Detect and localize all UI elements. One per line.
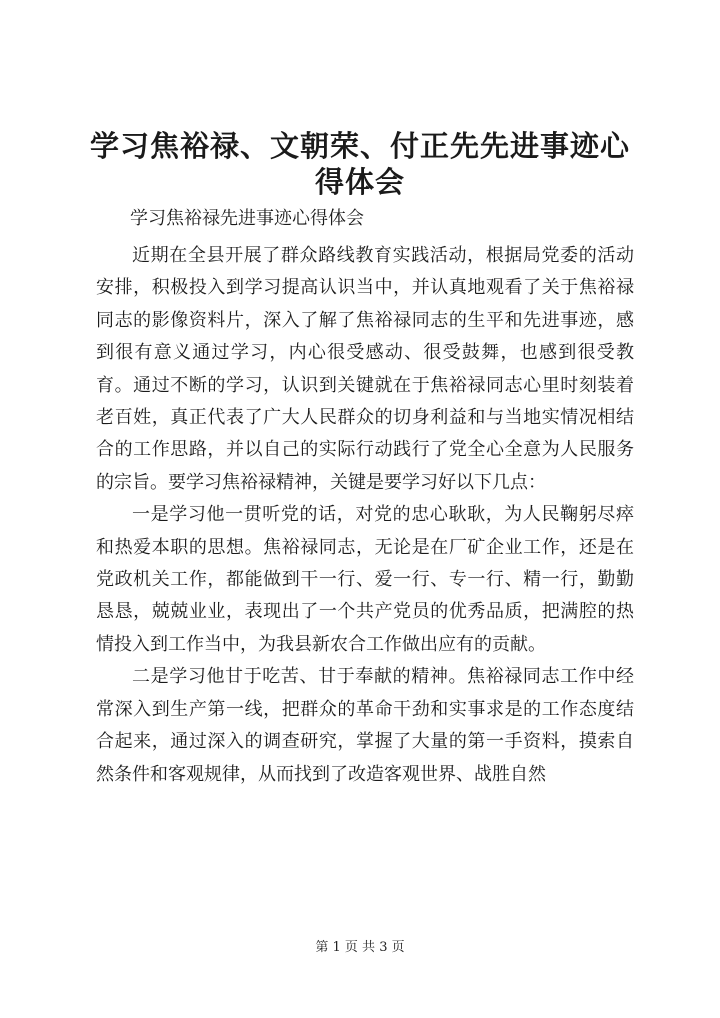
paragraph: 二是学习他甘于吃苦、甘于奉献的精神。焦裕禄同志工作中经常深入到生产第一线，把群众的革命干劲和实事求是的工作态度结合起来，通过深入的调查研究，掌握了大量的第一手资料，摸索自然条件和客观规律，从而找到了改造客观世界、战胜自然 <box>96 666 634 785</box>
paragraph: 近期在全县开展了群众路线教育实践活动，根据局党委的活动安排，积极投入到学习提高认识当中，并认真地观看了关于焦裕禄同志的影像资料片，深入了解了焦裕禄同志的生平和先进事迹，感到很有意义通过学习，内心很受感动、很受鼓舞，也感到很受教育。通过不断的学习，认识到关键就在于焦裕禄同志心里时刻装着老百姓，真正代表了广大人民群众的切身利益和与当地实情况相结合的工作思路，并以自己的实际行动践行了党全心全意为人民服务的宗旨。要学习焦裕禄精神，关键是要学习好以下几点： <box>96 245 634 493</box>
paragraph: 一是学习他一贯听党的话，对党的忠心耿耿，为人民鞠躬尽瘁和热爱本职的思想。焦裕禄同志，无论是在厂矿企业工作，还是在党政机关工作，都能做到干一行、爱一行、专一行、精一行，勤勤恳恳，兢兢业业，表现出了一个共产党员的优秀品质，把满腔的热情投入到工作当中，为我县新农合工作做出应有的贡献。 <box>96 504 634 655</box>
document-body <box>96 240 634 791</box>
page-footer: 第 1 页 共 3 页 <box>315 940 405 955</box>
document-title: 学习焦裕禄、文朝荣、付正先先进事迹心得体会 <box>89 129 630 199</box>
document-subtitle: 学习焦裕禄先进事迹心得体会 <box>130 208 364 229</box>
